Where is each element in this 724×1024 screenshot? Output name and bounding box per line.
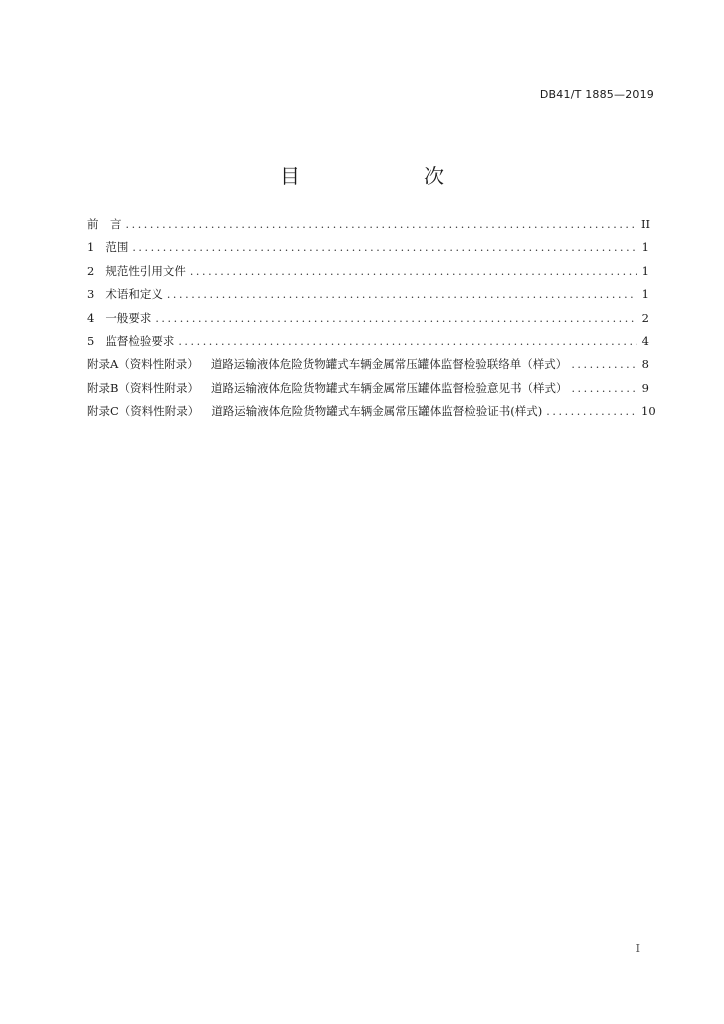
toc-appendix-label: 附录C（资料性附录） (87, 404, 200, 419)
toc-page-number: 1 (641, 263, 649, 278)
toc-entry-foreword[interactable] (87, 216, 649, 239)
toc-dot-leader (155, 312, 637, 325)
toc-entry-number: 4 (87, 310, 95, 325)
toc-dot-leader (126, 218, 638, 231)
toc-dot-leader (546, 405, 637, 418)
page-title: 目 次 (280, 164, 472, 188)
toc-entry-inspection-requirements[interactable] (87, 333, 649, 356)
toc-entry-number: 1 (87, 240, 95, 255)
toc-entry-general-requirements[interactable] (87, 310, 649, 333)
toc-entry-title: 道路运输液体危险货物罐式车辆金属常压罐体监督检验证书(样式) (211, 404, 543, 419)
toc-entry-title: 规范性引用文件 (105, 263, 186, 278)
toc-dot-leader (178, 335, 637, 348)
toc-page-number: 4 (641, 333, 649, 348)
toc-entry-title: 监督检验要求 (105, 333, 175, 348)
toc-entry-terms-definitions[interactable] (87, 286, 649, 309)
toc-dot-leader (190, 265, 637, 278)
toc-entry-title: 一般要求 (105, 310, 152, 325)
toc-entry-title: 道路运输液体危险货物罐式车辆金属常压罐体监督检验意见书（样式） (210, 380, 568, 395)
toc-dot-leader (132, 241, 637, 254)
toc-entry-normative-references[interactable] (87, 263, 649, 286)
toc-dot-leader (167, 288, 637, 301)
toc-entry-title: 范围 (105, 240, 129, 255)
toc-entry-appendix-c[interactable] (87, 403, 656, 426)
toc-entry-appendix-a[interactable] (87, 356, 649, 379)
toc-entry-appendix-b[interactable] (87, 380, 649, 403)
toc-page-number: 10 (641, 404, 656, 419)
table-of-contents (87, 216, 656, 427)
toc-entry-scope[interactable] (87, 239, 649, 262)
toc-page-number: 1 (641, 287, 649, 302)
toc-entry-title: 前 言 (87, 217, 122, 231)
toc-page-number: 8 (641, 357, 649, 372)
toc-entry-number: 5 (87, 333, 95, 348)
toc-dot-leader (571, 358, 637, 371)
toc-page-number: 2 (641, 310, 649, 325)
toc-page-number: II (641, 217, 651, 231)
page-number: I (635, 942, 640, 955)
toc-appendix-label: 附录B（资料性附录） (87, 380, 199, 395)
toc-entry-title: 道路运输液体危险货物罐式车辆金属常压罐体监督检验联络单（样式） (210, 357, 568, 372)
toc-entry-number: 2 (87, 263, 95, 278)
toc-entry-title: 术语和定义 (105, 287, 163, 302)
toc-entry-number: 3 (87, 287, 95, 302)
toc-appendix-label: 附录A（资料性附录） (87, 357, 199, 372)
toc-page-number: 1 (641, 240, 649, 255)
toc-dot-leader (571, 382, 637, 395)
document-code: DB41/T 1885—2019 (539, 88, 654, 101)
toc-page-number: 9 (641, 380, 649, 395)
